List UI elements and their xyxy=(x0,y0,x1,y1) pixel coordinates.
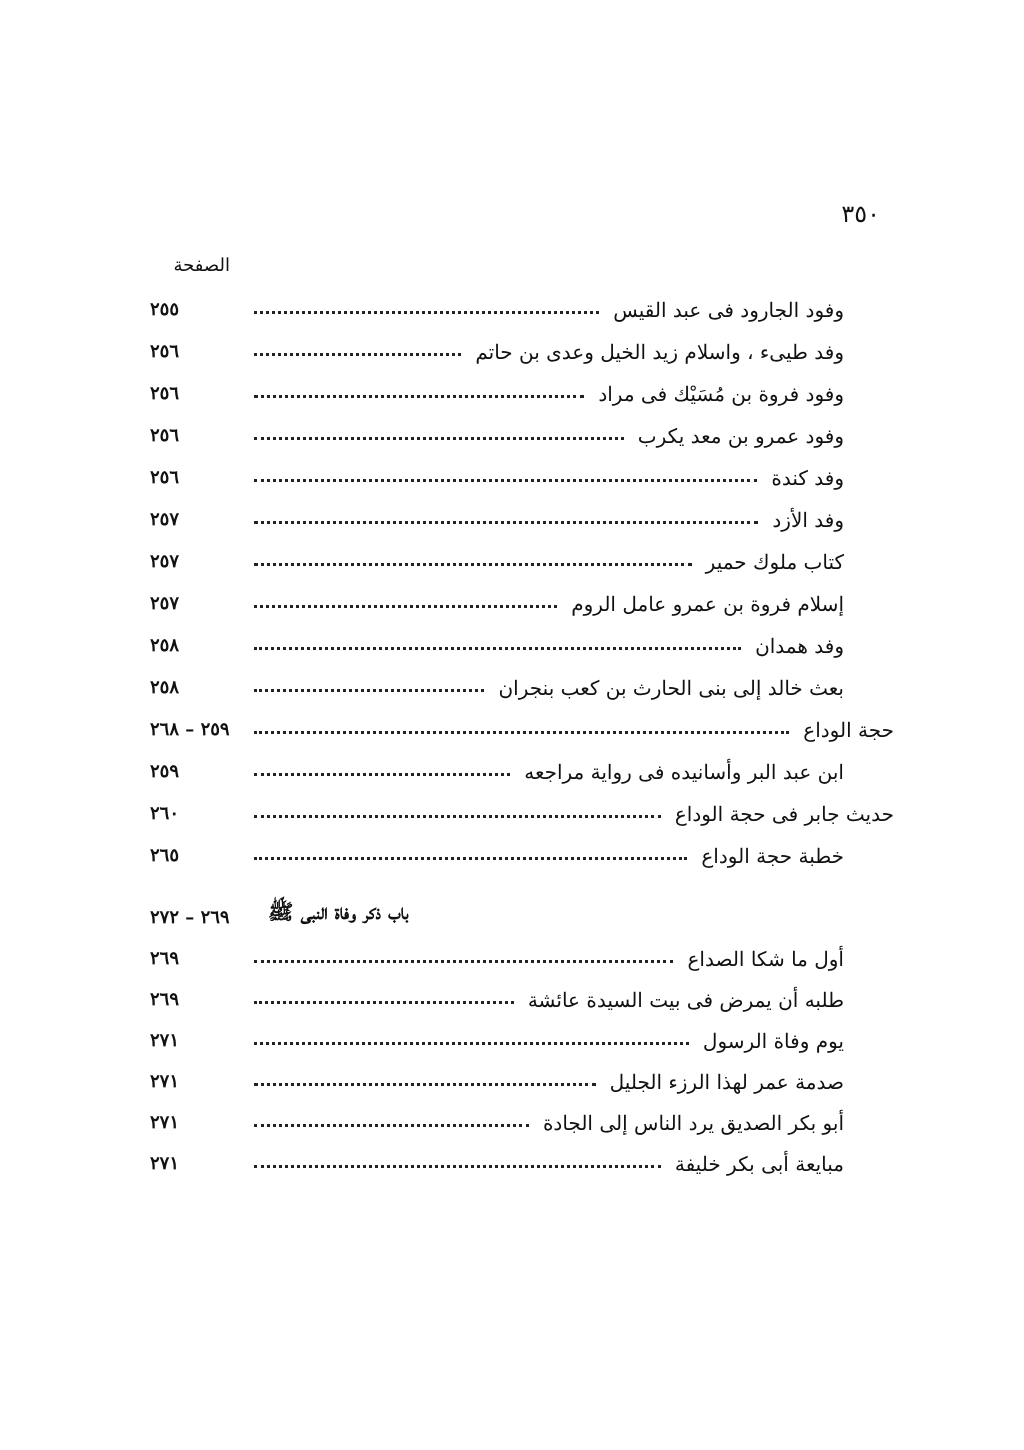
dot-leader xyxy=(254,521,758,524)
dot-leader xyxy=(254,1083,596,1086)
toc-entry-title: إسلام فروة بن عمرو عامل الروم xyxy=(571,592,844,616)
toc-entry-page: ٢٥٧ xyxy=(150,551,180,572)
toc-entry-title: وفد همدان xyxy=(755,634,844,658)
toc-entry-page: ٢٥٦ xyxy=(150,383,180,404)
dot-leader xyxy=(254,605,557,608)
dot-leader xyxy=(254,437,624,440)
toc-entry-title: خطبة حجة الوداع xyxy=(701,844,844,868)
dot-leader xyxy=(254,857,687,860)
toc-entry-page: ٢٥٩ xyxy=(150,761,180,782)
toc-entry-page: ٢٥٧ xyxy=(150,509,180,530)
dot-leader xyxy=(254,1124,529,1127)
toc-entry-title: أول ما شكا الصداع xyxy=(687,947,844,971)
toc-entry-title: حديث جابر فى حجة الوداع xyxy=(674,802,894,826)
toc-entry-title: أبو بكر الصديق يرد الناس إلى الجادة xyxy=(542,1111,844,1135)
toc-entry-title: وفود عمرو بن معد يكرب xyxy=(637,424,844,448)
dot-leader xyxy=(254,311,599,314)
toc-entry-title: صدمة عمر لهذا الرزء الجليل xyxy=(609,1070,844,1094)
dot-leader xyxy=(254,773,510,776)
toc-entry-page: ٢٥٦ xyxy=(150,467,180,488)
toc-entry xyxy=(150,931,844,971)
toc-chapter-entry xyxy=(150,890,409,930)
toc-entry xyxy=(150,450,844,490)
toc-entry xyxy=(150,1136,844,1176)
toc-entry-page: ٢٦٩ xyxy=(150,989,180,1010)
toc-entry-title: بعث خالد إلى بنى الحارث بن كعب بنجران xyxy=(498,676,844,700)
toc-entry-title: باب ذكر وفاة النبى ﷺ xyxy=(268,899,409,924)
toc-entry-title: وفد طيىء ، واسلام زيد الخيل وعدى بن حاتم xyxy=(475,340,844,364)
toc-entry xyxy=(150,1095,844,1135)
toc-entry xyxy=(150,1013,844,1053)
dot-leader xyxy=(254,353,461,356)
toc-entry-page: ٢٦٠ xyxy=(150,803,180,824)
toc-entry xyxy=(150,366,844,406)
toc-entry-page: ٢٥٨ xyxy=(150,635,180,656)
dot-leader xyxy=(254,960,673,963)
toc-entry-page: ٢٥٧ xyxy=(150,593,180,614)
dot-leader xyxy=(254,815,661,818)
toc-entry-page: ٢٥٦ xyxy=(150,425,180,446)
toc-entry xyxy=(150,828,844,868)
toc-entry-title: حجة الوداع xyxy=(803,718,894,742)
toc-entry-page: ٢٥٦ xyxy=(150,341,180,362)
toc-entry xyxy=(150,618,844,658)
toc-entry-title: وفد الأزد xyxy=(772,508,844,532)
toc-entry-title: كتاب ملوك حمير xyxy=(705,550,844,574)
dot-leader xyxy=(254,479,757,482)
dot-leader xyxy=(254,647,741,650)
toc-entry-page: ٢٥٨ xyxy=(150,677,180,698)
toc-entry xyxy=(150,492,844,532)
toc-entry-title: وفود الجارود فى عبد القيس xyxy=(613,298,844,322)
toc-entry xyxy=(150,1054,844,1094)
page-number: ٣٥٠ xyxy=(841,200,880,228)
toc-entry-page: ٢٧١ xyxy=(150,1153,180,1174)
toc-entry-title: مبايعة أبى بكر خليفة xyxy=(674,1152,844,1176)
toc-entry-page: ٢٦٥ xyxy=(150,845,180,866)
dot-leader xyxy=(254,1165,661,1168)
toc-entry-title: يوم وفاة الرسول xyxy=(702,1029,844,1053)
toc-entry-title: ابن عبد البر وأسانيده فى رواية مراجعه xyxy=(524,760,844,784)
toc-entry xyxy=(150,972,844,1012)
toc-entry xyxy=(150,576,844,616)
toc-entry xyxy=(150,786,894,826)
toc-entry xyxy=(150,660,844,700)
toc-entry-title: وفود فروة بن مُسَيْك فى مراد xyxy=(598,382,844,406)
toc-entry-page: ٢٥٥ xyxy=(150,299,180,320)
toc-entry xyxy=(150,744,844,784)
toc-entry-page: ٢٧١ xyxy=(150,1030,180,1051)
dot-leader xyxy=(254,563,692,566)
dot-leader xyxy=(254,395,584,398)
toc-entry xyxy=(150,324,844,364)
dot-leader xyxy=(254,731,789,734)
toc-entry-page: ٢٦٩ – ٢٧٢ xyxy=(150,907,230,928)
dot-leader xyxy=(254,689,484,692)
dot-leader xyxy=(254,1042,689,1045)
toc-entry-page: ٢٧١ xyxy=(150,1112,180,1133)
toc-entry-page: ٢٧١ xyxy=(150,1071,180,1092)
toc-entry xyxy=(150,534,844,574)
toc-entry-page: ٢٦٩ xyxy=(150,948,180,969)
toc-entry xyxy=(150,702,894,742)
column-header: الصفحة xyxy=(173,255,230,276)
toc-entry-title: طلبه أن يمرض فى بيت السيدة عائشة xyxy=(527,988,844,1012)
toc-entry xyxy=(150,408,844,448)
dot-leader xyxy=(254,1001,514,1004)
toc-entry-page: ٢٥٩ – ٢٦٨ xyxy=(150,719,230,740)
toc-entry xyxy=(150,282,844,322)
toc-entry-title: وفد كندة xyxy=(771,466,844,490)
